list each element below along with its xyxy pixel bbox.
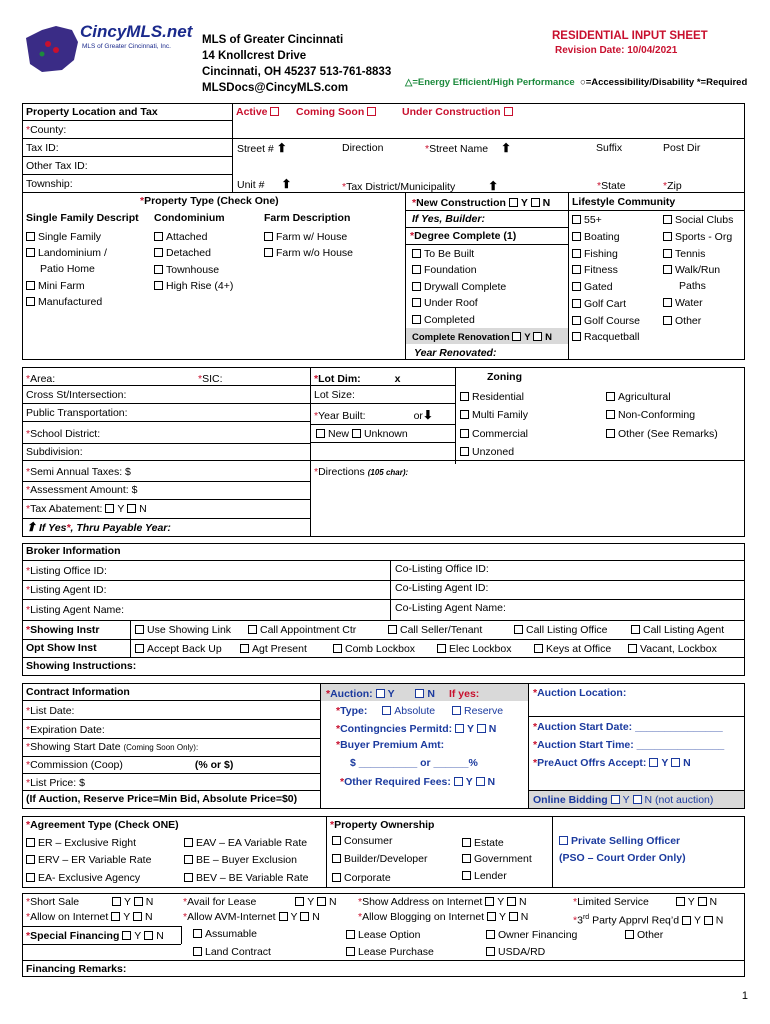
corporate-option[interactable]: Corporate (332, 872, 391, 885)
farm-with-house-option[interactable]: Farm w/ House (264, 231, 347, 244)
call-office-option[interactable]: Call Listing Office (514, 624, 608, 637)
avail-lease-field[interactable]: *Avail for Lease Y N (183, 896, 337, 908)
water-option[interactable]: Water (663, 297, 703, 310)
ownership-title: *Property Ownership (330, 819, 435, 831)
paths-label: Paths (679, 280, 706, 292)
sfd-heading: Single Family Descript (26, 212, 139, 224)
new-unknown-field[interactable]: New Unknown (316, 428, 408, 441)
keys-office-option[interactable]: Keys at Office (534, 643, 611, 656)
farm-heading: Farm Description (264, 212, 351, 224)
condo-heading: Condominium (154, 212, 225, 224)
org-email: MLSDocs@CincyMLS.com (202, 82, 349, 94)
foundation-option[interactable]: Foundation (412, 264, 477, 277)
arrow-up-icon: ⬆ (281, 177, 292, 191)
be-option[interactable]: BE – Buyer Exclusion (184, 854, 297, 867)
manufactured-option[interactable]: Manufactured (26, 296, 102, 309)
property-title: Property Location and Tax (26, 106, 158, 118)
opt-show-label: Opt Show Inst (26, 642, 97, 654)
show-address-field[interactable]: *Show Address on Internet Y N (358, 896, 527, 908)
racquetball-option[interactable]: Racquetball (572, 331, 639, 344)
estate-option[interactable]: Estate (462, 837, 504, 850)
townhouse-option[interactable]: Townhouse (154, 264, 219, 277)
arrow-down-icon: ⬇ (422, 408, 433, 422)
lot-size-field[interactable]: Lot Size: (314, 389, 355, 401)
arrow-up-icon: ⬆ (26, 520, 37, 534)
fitness-option[interactable]: Fitness (572, 264, 618, 277)
social-clubs-option[interactable]: Social Clubs (663, 214, 733, 227)
arrow-up-icon: ⬆ (500, 141, 512, 155)
patio-home-label: Patio Home (40, 263, 95, 275)
walk-run-option[interactable]: Walk/Run (663, 264, 720, 277)
post-dir-field[interactable]: Post Dir (663, 142, 701, 154)
preauction-offers-field[interactable]: *PreAuct Offrs Accept: Y N (533, 757, 691, 769)
agt-present-option[interactable]: Agt Present (240, 643, 307, 656)
agreement-title: *Agreement Type (Check ONE) (26, 819, 179, 831)
suffix-field[interactable]: Suffix (596, 142, 623, 154)
unit-field[interactable]: Unit # ⬆ (237, 177, 292, 191)
school-district-field[interactable]: *School District: (26, 428, 101, 440)
broker-title: Broker Information (26, 545, 121, 557)
org-name: MLS of Greater Cincinnati (202, 34, 344, 46)
list-price-field[interactable]: *List Price: $ (26, 777, 85, 789)
state-field[interactable]: *State (597, 180, 626, 192)
auction-field[interactable]: *Auction: Y N If yes: (326, 688, 480, 700)
thru-payable-field[interactable]: ⬆ If Yes*, Thru Payable Year: (26, 520, 171, 534)
completed-option[interactable]: Completed (412, 314, 475, 327)
org-addr2: Cincinnati, OH 45237 513-761-8833 (202, 66, 392, 78)
new-construction-yes[interactable] (509, 198, 518, 207)
financing-remarks-field[interactable]: Financing Remarks: (26, 963, 127, 975)
golf-cart-option[interactable]: Golf Cart (572, 298, 626, 311)
cross-street-field[interactable]: Cross St/Intersection: (26, 389, 127, 401)
assumable-option[interactable]: Assumable (193, 928, 257, 941)
zip-field[interactable]: *Zip (663, 180, 682, 192)
boating-option[interactable]: Boating (572, 231, 620, 244)
attached-option[interactable]: Attached (154, 231, 207, 244)
short-sale-field[interactable]: *Short Sale Y N (26, 896, 154, 908)
online-bidding-field[interactable]: Online Bidding Y N (not auction) (533, 794, 714, 806)
arrow-up-icon: ⬆ (488, 179, 499, 193)
property-type-title: *Property Type (Check One) (140, 195, 279, 207)
other-tax-field[interactable]: Other Tax ID: (26, 160, 88, 172)
call-seller-option[interactable]: Call Seller/Tenant (388, 624, 482, 637)
tax-abatement-field[interactable]: *Tax Abatement: Y N (26, 503, 147, 515)
contingencies-field[interactable]: *Contingncies Permitd: Y N (336, 723, 497, 735)
eav-option[interactable]: EAV – EA Variable Rate (184, 837, 307, 850)
public-transport-field[interactable]: Public Transportation: (26, 407, 128, 419)
call-agent-option[interactable]: Call Listing Agent (631, 624, 724, 637)
complete-renovation-field[interactable]: Complete Renovation Y N (412, 332, 552, 343)
listing-office-field[interactable]: *Listing Office ID: (26, 565, 107, 577)
elec-lockbox-option[interactable]: Elec Lockbox (437, 643, 511, 656)
org-address (202, 32, 391, 96)
triangle-icon: △ (405, 77, 413, 88)
under-roof-option[interactable]: Under Roof (412, 297, 478, 310)
use-showing-link-option[interactable]: Use Showing Link (135, 624, 231, 637)
circle-icon: ○ (579, 77, 586, 88)
limited-service-field[interactable]: *Limited Service Y N (573, 896, 718, 908)
auction-start-time-field[interactable]: *Auction Start Time: _______________ (533, 739, 725, 751)
year-built-field[interactable]: *Year Built: or⬇ (314, 408, 433, 422)
residential-option[interactable]: Residential (460, 391, 524, 404)
other-zoning-option[interactable]: Other (See Remarks) (606, 428, 718, 441)
allow-internet-field[interactable]: *Allow on Internet Y N (26, 911, 153, 923)
er-option[interactable]: ER – Exclusive Right (26, 837, 136, 850)
other-lifestyle-option[interactable]: Other (663, 315, 701, 328)
comb-lockbox-option[interactable]: Comb Lockbox (333, 643, 415, 656)
government-option[interactable]: Government (462, 853, 532, 866)
farm-without-house-option[interactable]: Farm w/o House (264, 247, 353, 260)
builder-field[interactable]: If Yes, Builder: (412, 213, 485, 225)
showing-start-field[interactable]: *Showing Start Date (Coming Soon Only): (26, 741, 199, 753)
legend: △=Energy Efficient/High Performance ○=Accessibility/Disability *=Required (405, 77, 748, 88)
buyer-premium-field[interactable]: *Buyer Premium Amt: (336, 739, 445, 751)
area-field[interactable]: *Area: (26, 373, 56, 385)
zoning-title: Zoning (487, 371, 522, 383)
unzoned-option[interactable]: Unzoned (460, 446, 514, 459)
auction-type-field[interactable]: *Type: Absolute Reserve (336, 705, 504, 717)
vacant-lockbox-option[interactable]: Vacant, Lockbox (628, 643, 717, 656)
auction-location-field[interactable]: *Auction Location: (533, 687, 627, 699)
subdivision-field[interactable]: Subdivision: (26, 446, 83, 458)
lease-option-option[interactable]: Lease Option (346, 929, 420, 942)
single-family-option[interactable]: Single Family (26, 231, 101, 244)
logo-subtitle: MLS of Greater Cincinnati, Inc. (82, 43, 171, 50)
erv-option[interactable]: ERV – ER Variable Rate (26, 854, 151, 867)
drywall-option[interactable]: Drywall Complete (412, 281, 506, 294)
private-selling-option[interactable]: Private Selling Officer (559, 835, 680, 848)
indiana-map-icon (22, 20, 82, 76)
sheet-title: RESIDENTIAL INPUT SHEET (552, 30, 708, 42)
consumer-option[interactable]: Consumer (332, 835, 392, 848)
sic-field[interactable]: *SIC: (198, 373, 223, 385)
allow-blogging-field[interactable]: *Allow Blogging on Internet Y N (358, 911, 529, 923)
to-be-built-option[interactable]: To Be Built (412, 248, 474, 261)
call-appointment-option[interactable]: Call Appointment Ctr (248, 624, 356, 637)
mini-farm-option[interactable]: Mini Farm (26, 280, 85, 293)
street-name-field[interactable]: *Street Name ⬆ (425, 141, 512, 155)
auction-start-date-field[interactable]: *Auction Start Date: _______________ (533, 721, 723, 733)
degree-complete-title: *Degree Complete (1) (410, 230, 517, 242)
tennis-option[interactable]: Tennis (663, 248, 705, 261)
55-plus-option[interactable]: 55+ (572, 214, 602, 227)
direction-field[interactable]: Direction (342, 142, 384, 154)
allow-avm-field[interactable]: *Allow AVM-Internet Y N (183, 911, 320, 923)
new-construction-field[interactable]: *New Construction Y N (412, 197, 551, 209)
listing-agent-field[interactable]: *Listing Agent ID: (26, 584, 107, 596)
sports-option[interactable]: Sports - Org (663, 231, 732, 244)
active-checkbox[interactable] (270, 107, 279, 116)
detached-option[interactable]: Detached (154, 247, 211, 260)
agricultural-option[interactable]: Agricultural (606, 391, 671, 404)
owner-financing-option[interactable]: Owner Financing (486, 929, 577, 942)
other-financing-option[interactable]: Other (625, 929, 663, 942)
semi-annual-taxes-field[interactable]: *Semi Annual Taxes: $ (26, 466, 131, 478)
tax-district-field[interactable]: *Tax District/Municipality ⬆ (342, 179, 499, 193)
non-conforming-option[interactable]: Non-Conforming (606, 409, 695, 422)
auction-note: (If Auction, Reserve Price=Min Bid, Absolute Price=$0) (26, 793, 298, 805)
land-contract-option[interactable]: Land Contract (193, 946, 271, 959)
landominium-option[interactable]: Landominium / (26, 247, 107, 260)
revision-date: Revision Date: 10/04/2021 (555, 45, 678, 56)
ea-option[interactable]: EA- Exclusive Agency (26, 872, 140, 885)
pso-note: (PSO – Court Order Only) (559, 852, 686, 864)
listing-agent-name-field[interactable]: *Listing Agent Name: (26, 604, 125, 616)
contract-title: Contract Information (26, 686, 130, 698)
county-field[interactable]: *County: (26, 124, 67, 136)
lease-purchase-option[interactable]: Lease Purchase (346, 946, 434, 959)
lifestyle-title: Lifestyle Community (572, 196, 676, 208)
coming-soon-checkbox[interactable] (367, 107, 376, 116)
premium-amount-field[interactable]: $ __________ or ______% (350, 757, 478, 769)
logo-title: CincyMLS.net (80, 22, 193, 41)
third-party-field[interactable]: *3rd Party Apprvl Req’d Y N (573, 914, 724, 927)
commercial-option[interactable]: Commercial (460, 428, 528, 441)
co-listing-agent-field[interactable]: Co-Listing Agent ID: (395, 582, 489, 594)
lender-option[interactable]: Lender (462, 870, 507, 883)
lot-dim-field[interactable]: *Lot Dim: x (314, 373, 401, 385)
township-field[interactable]: Township: (26, 178, 73, 190)
under-construction-checkbox[interactable] (504, 107, 513, 116)
other-fees-field[interactable]: *Other Required Fees: Y N (340, 776, 496, 788)
commission-field[interactable]: *Commission (Coop) (% or $) (26, 759, 234, 771)
showing-instr-label: *Showing Instr (26, 624, 100, 636)
directions-field[interactable]: *Directions (105 char): (314, 466, 409, 478)
org-addr1: 14 Knollcrest Drive (202, 50, 307, 62)
year-renovated-field[interactable]: Year Renovated: (414, 347, 497, 359)
co-listing-office-field[interactable]: Co-Listing Office ID: (395, 563, 489, 575)
street-number-field[interactable]: Street # ⬆ (237, 141, 287, 155)
high-rise-option[interactable]: High Rise (4+) (154, 280, 233, 293)
list-date-field[interactable]: *List Date: (26, 705, 75, 717)
page-number: 1 (741, 990, 748, 1002)
golf-course-option[interactable]: Golf Course (572, 315, 640, 328)
usda-option[interactable]: USDA/RD (486, 946, 545, 959)
gated-option[interactable]: Gated (572, 281, 613, 294)
builder-option[interactable]: Builder/Developer (332, 853, 427, 866)
new-construction-no[interactable] (531, 198, 540, 207)
bev-option[interactable]: BEV – BE Variable Rate (184, 872, 308, 885)
tax-id-field[interactable]: Tax ID: (26, 142, 59, 154)
accept-backup-option[interactable]: Accept Back Up (135, 643, 222, 656)
multi-family-option[interactable]: Multi Family (460, 409, 528, 422)
special-financing-field[interactable]: *Special Financing Y N (26, 930, 164, 942)
fishing-option[interactable]: Fishing (572, 248, 618, 261)
arrow-up-icon: ⬆ (276, 141, 287, 155)
co-listing-agent-name-field[interactable]: Co-Listing Agent Name: (395, 602, 506, 614)
expiration-date-field[interactable]: *Expiration Date: (26, 724, 105, 736)
assessment-field[interactable]: *Assessment Amount: $ (26, 484, 138, 496)
showing-instructions-field[interactable]: Showing Instructions: (26, 660, 137, 672)
